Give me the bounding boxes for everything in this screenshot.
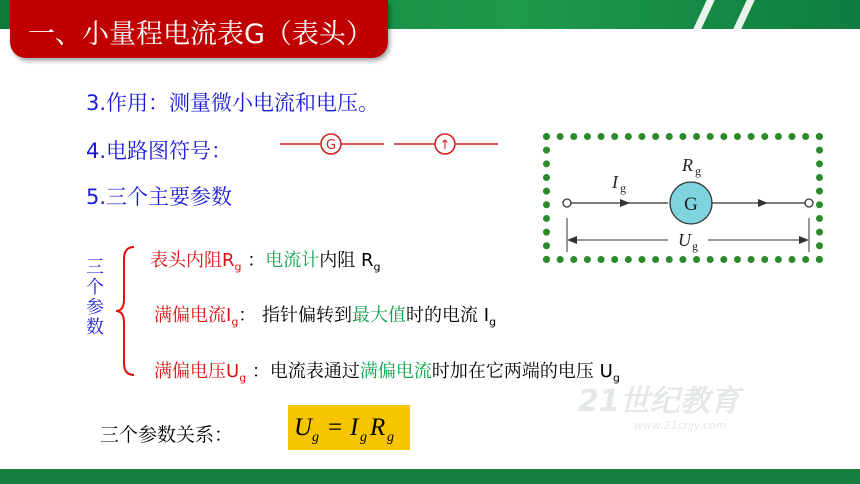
bottom-banner (0, 469, 860, 484)
param-internal-resistance (150, 246, 380, 274)
param-3-sep: ： (251, 361, 270, 382)
symbol-g-letter: G (325, 138, 337, 153)
voltage-label: U (678, 230, 691, 250)
formula-i-sub: g (360, 430, 367, 445)
formula-eq: = (328, 414, 343, 441)
resistance-sub: g (695, 164, 701, 178)
voltage-sub: g (692, 239, 698, 253)
formula-lhs-sub: g (312, 430, 319, 445)
param-1-name: 表头内阻R (150, 250, 235, 271)
param-2-name: 满偏电流I (154, 305, 232, 326)
logo-text: 21世纪教育 (578, 384, 740, 419)
param-3-name-sub: g (239, 371, 247, 385)
resistance-label: R (682, 155, 693, 175)
galvanometer-symbol-g (280, 133, 384, 155)
curly-brace (114, 245, 138, 377)
formula-svg (288, 405, 410, 450)
circuit-svg (550, 140, 816, 256)
page-title: 一、小量程电流表G（表头） (28, 19, 373, 50)
formula-i: I (350, 414, 359, 441)
param-1-desc: 内阻 R (319, 250, 374, 271)
param-2-desc-sub: g (489, 315, 497, 329)
logo-watermark (560, 375, 810, 435)
param-2-sep: ： (238, 305, 257, 326)
galvanometer-symbol-arrow (394, 133, 498, 155)
param-1-desc-green: 电流计 (265, 250, 320, 271)
formula-r: R (370, 414, 386, 441)
param-1-desc-sub: g (373, 260, 381, 274)
banner-stripe (733, 0, 755, 29)
formula-r-sub: g (387, 430, 394, 445)
param-full-scale-current (154, 301, 496, 329)
param-3-desc-green: 满偏电流 (359, 361, 432, 382)
param-1-name-sub: g (234, 260, 242, 274)
brace-label: 三个参数 (86, 257, 104, 338)
logo-url: www.21cnjy.com (634, 419, 727, 432)
title-box (10, 0, 388, 58)
param-2-desc-post: 时的电流 I (406, 305, 490, 326)
line-params: 5.三个主要参数 (86, 185, 233, 209)
param-2-desc-pre: 指针偏转到 (262, 305, 353, 326)
circuit-diagram (543, 133, 823, 263)
param-1-sep: ： (247, 250, 266, 271)
param-3-name: 满偏电压U (154, 361, 240, 382)
symbol-arrow-glyph: ↑ (439, 138, 451, 153)
current-sub: g (620, 181, 626, 195)
banner-stripe (693, 0, 715, 29)
formula-box (288, 405, 410, 450)
line-purpose: 3.作用：测量微小电流和电压。 (86, 91, 380, 115)
param-2-name-sub: g (231, 315, 239, 329)
galvanometer-letter: G (684, 194, 698, 215)
formula-label: 三个参数关系： (100, 424, 234, 446)
param-full-scale-voltage (154, 357, 620, 385)
param-3-desc-post: 时加在它两端的电压 U (431, 361, 613, 382)
param-2-desc-green: 最大值 (352, 305, 407, 326)
formula-lhs: U (294, 414, 313, 441)
param-3-desc-pre: 电流表通过 (269, 361, 360, 382)
current-label: I (612, 172, 618, 192)
param-3-desc-sub: g (612, 371, 620, 385)
line-symbol: 4.电路图符号： (86, 139, 233, 163)
